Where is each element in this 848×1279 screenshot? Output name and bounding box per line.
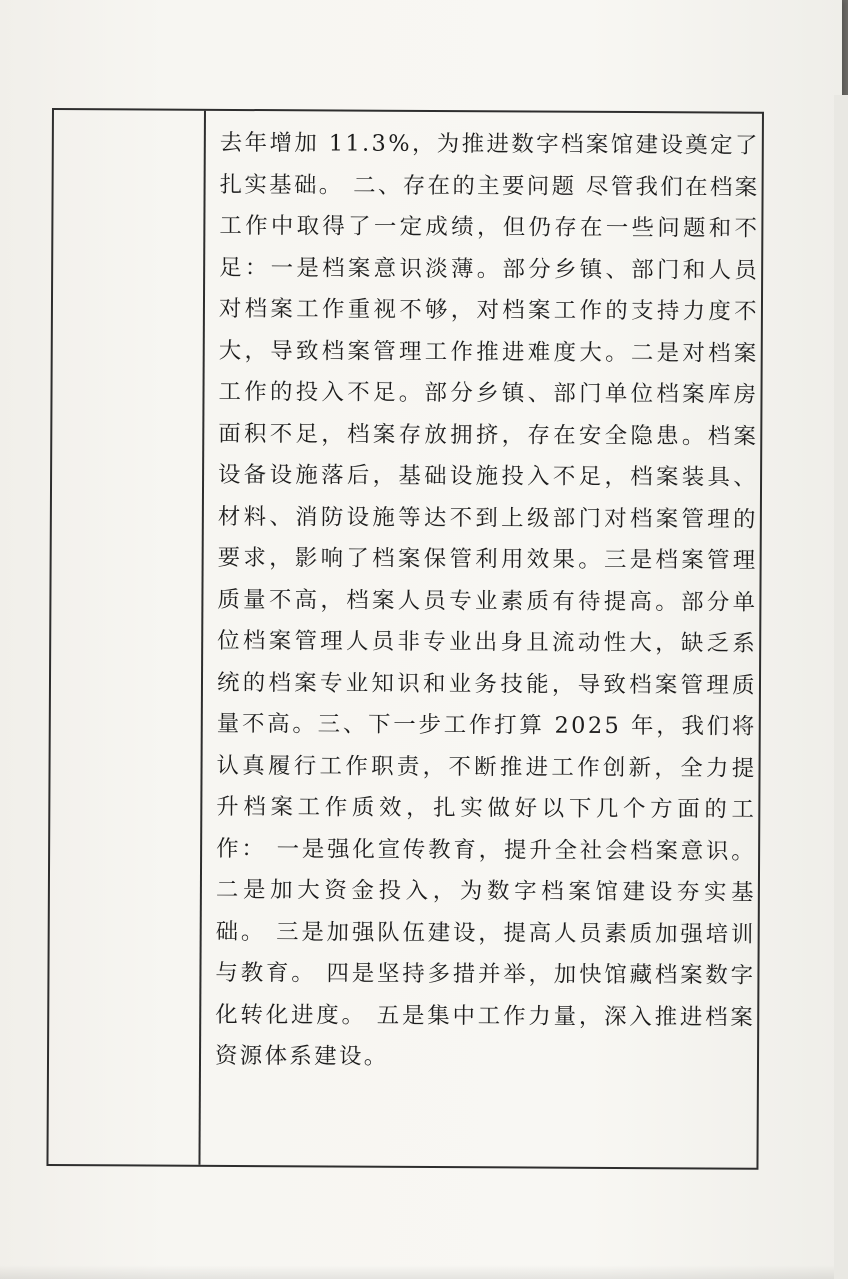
page-bottom-shadow	[0, 1265, 842, 1279]
table-label-cell	[48, 110, 206, 1165]
table-content-cell	[200, 111, 766, 1168]
underlying-page-edge	[834, 95, 848, 1279]
report-body-text: 去年增加 11.3%，为推进数字档案馆建设奠定了扎实基础。 二、存在的主要问题 尽管我们在档案工作中取得了一定成绩，但仍存在一些问题和不足：一是档案意识淡薄。部分乡镇、部门和人员对档案工作重视不够，对档案工作的支持力度不大，导致档案管理工作推进难度大。二是对档案工作的投入不足。部分乡镇、部门单位档案库房面积不足，档案存放拥挤，存在安全隐患。档案设备设施落后，基础设施投入不足，档案装具、材料、消防设施等达不到上级部门对档案管理的要求，影响了档案保管利用效果。三是档案管理质量不高，档案人员专业素质有待提高。部分单位档案管理人员非专业出身且流动性大，缺乏系统的档案专业知识和业务技能，导致档案管理质量不高。三、下一步工作打算 2025 年，我们将认真履行工作职责，不断推进工作创新，全力提升档案工作质效，扎实做好以下几个方面的工作： 一是强化宣传教育，提升全社会档案意识。 二是加大资金投入，为数字档案馆建设夯实基础。 三是加强队伍建设，提高人员素质加强培训与教育。 四是坚持多措并举，加快馆藏档案数字化转化进度。 五是集中工作力量，深入推进档案资源体系建设。	[214, 129, 766, 1070]
report-table	[46, 108, 764, 1170]
